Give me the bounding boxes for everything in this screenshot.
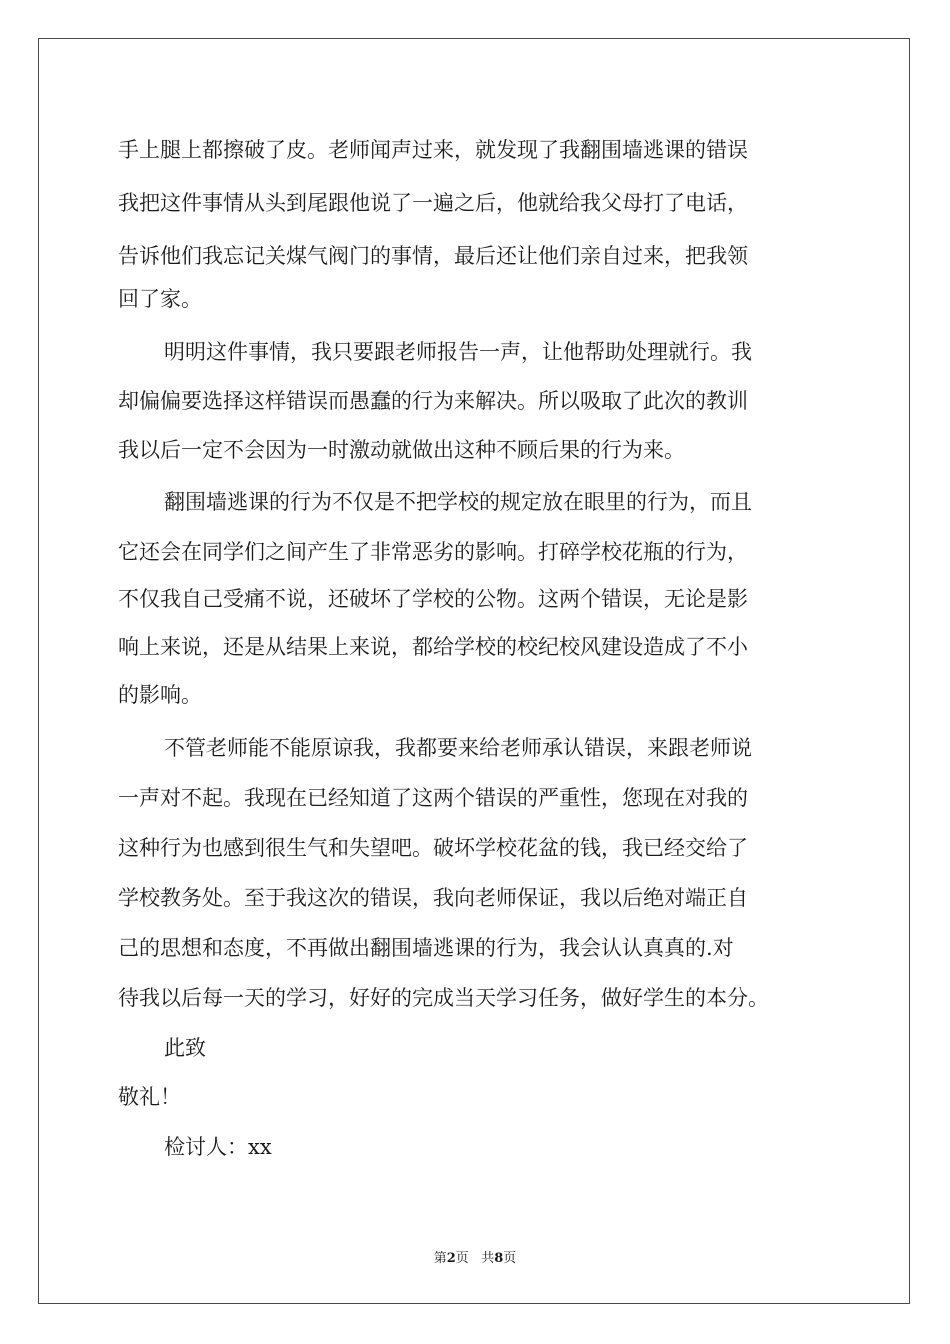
text-line: 却偏偏要选择这样错误而愚蠢的行为来解决。所以吸取了此次的教训 xyxy=(118,389,748,413)
text-line: 一声对不起。我现在已经知道了这两个错误的严重性，您现在对我的 xyxy=(118,786,748,810)
page-footer xyxy=(0,1247,950,1266)
page-total: 8 xyxy=(494,1251,504,1266)
regards: 敬礼！ xyxy=(118,1085,181,1109)
paragraph-start: 明明这件事情，我只要跟老师报告一声，让他帮助处理就行。我 xyxy=(164,340,752,364)
text-line: 己的思想和态度，不再做出翻围墙逃课的行为，我会认认真真的.对 xyxy=(118,936,734,960)
total-suffix: 页 xyxy=(503,1251,517,1266)
text-line: 不仅我自己受痛不说，还破坏了学校的公物。这两个错误，无论是影 xyxy=(118,587,748,611)
text-line: 我把这件事情从头到尾跟他说了一遍之后，他就给我父母打了电话， xyxy=(118,191,748,215)
text-line: 学校教务处。至于我这次的错误，我向老师保证，我以后绝对端正自 xyxy=(118,886,748,910)
page-current: 2 xyxy=(446,1251,456,1266)
page-border xyxy=(38,38,910,1304)
text-line: 回了家。 xyxy=(118,287,202,311)
text-line: 待我以后每一天的学习，好好的完成当天学习任务，做好学生的本分。 xyxy=(118,986,769,1010)
text-line: 手上腿上都擦破了皮。老师闻声过来，就发现了我翻围墙逃课的错误 xyxy=(118,138,748,162)
paragraph-start: 翻围墙逃课的行为不仅是不把学校的规定放在眼里的行为，而且 xyxy=(164,490,752,514)
page-suffix: 页 xyxy=(455,1251,469,1266)
text-line: 响上来说，还是从结果上来说，都给学校的校纪校风建设造成了不小 xyxy=(118,635,748,659)
page-prefix: 第 xyxy=(433,1251,447,1266)
text-line: 的影响。 xyxy=(118,683,202,707)
paragraph-start: 不管老师能不能原谅我，我都要来给老师承认错误，来跟老师说 xyxy=(164,736,752,760)
signature: 检讨人：xx xyxy=(164,1135,272,1159)
salutation: 此致 xyxy=(164,1036,206,1060)
text-line: 告诉他们我忘记关煤气阀门的事情，最后还让他们亲自过来，把我领 xyxy=(118,244,748,268)
total-prefix: 共 xyxy=(481,1251,495,1266)
text-line: 它还会在同学们之间产生了非常恶劣的影响。打碎学校花瓶的行为， xyxy=(118,540,748,564)
text-line: 我以后一定不会因为一时激动就做出这种不顾后果的行为来。 xyxy=(118,438,685,462)
text-line: 这种行为也感到很生气和失望吧。破坏学校花盆的钱，我已经交给了 xyxy=(118,836,748,860)
